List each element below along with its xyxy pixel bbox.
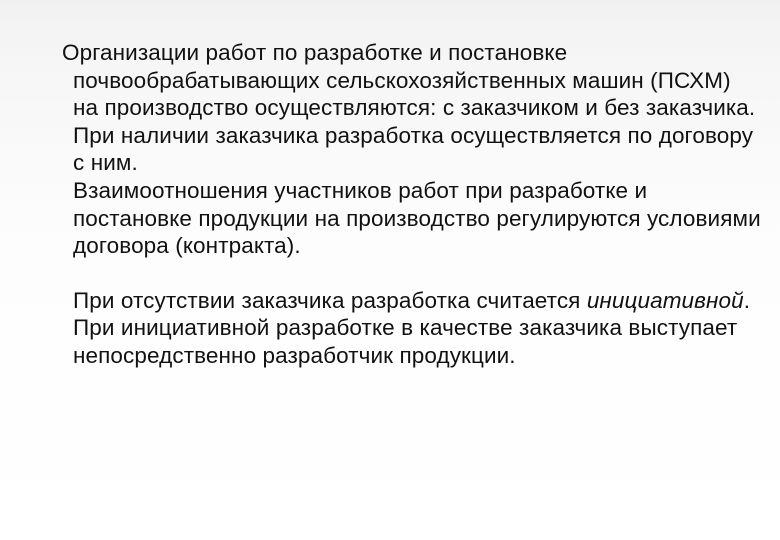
paragraph-with-customer: При наличии заказчика разработка осуществляется по договору с ним.	[73, 122, 754, 176]
slide-text-block	[62, 39, 762, 370]
paragraph-without-customer-text: При отсутствии заказчика разработка считается	[73, 287, 587, 313]
paragraph-relationships: Взаимоотношения участников работ при разработке и постановке продукции на производство регулируются условиями договора (контракта).	[73, 177, 761, 259]
initiative-term: инициативной	[586, 287, 744, 313]
paragraph-without-customer	[62, 287, 762, 315]
paragraph-initiative-development: При инициативной разработке в качестве заказчика выступает непосредственно разработчик продукции.	[73, 315, 738, 368]
paragraph-without-customer-end: .	[743, 287, 751, 313]
paragraph-organization: Организации работ по разработке и постановке почвообрабатывающих сельскохозяйственных машин (ПСХМ) на производство осуществляются: с заказчиком и без заказчика.	[62, 40, 756, 121]
